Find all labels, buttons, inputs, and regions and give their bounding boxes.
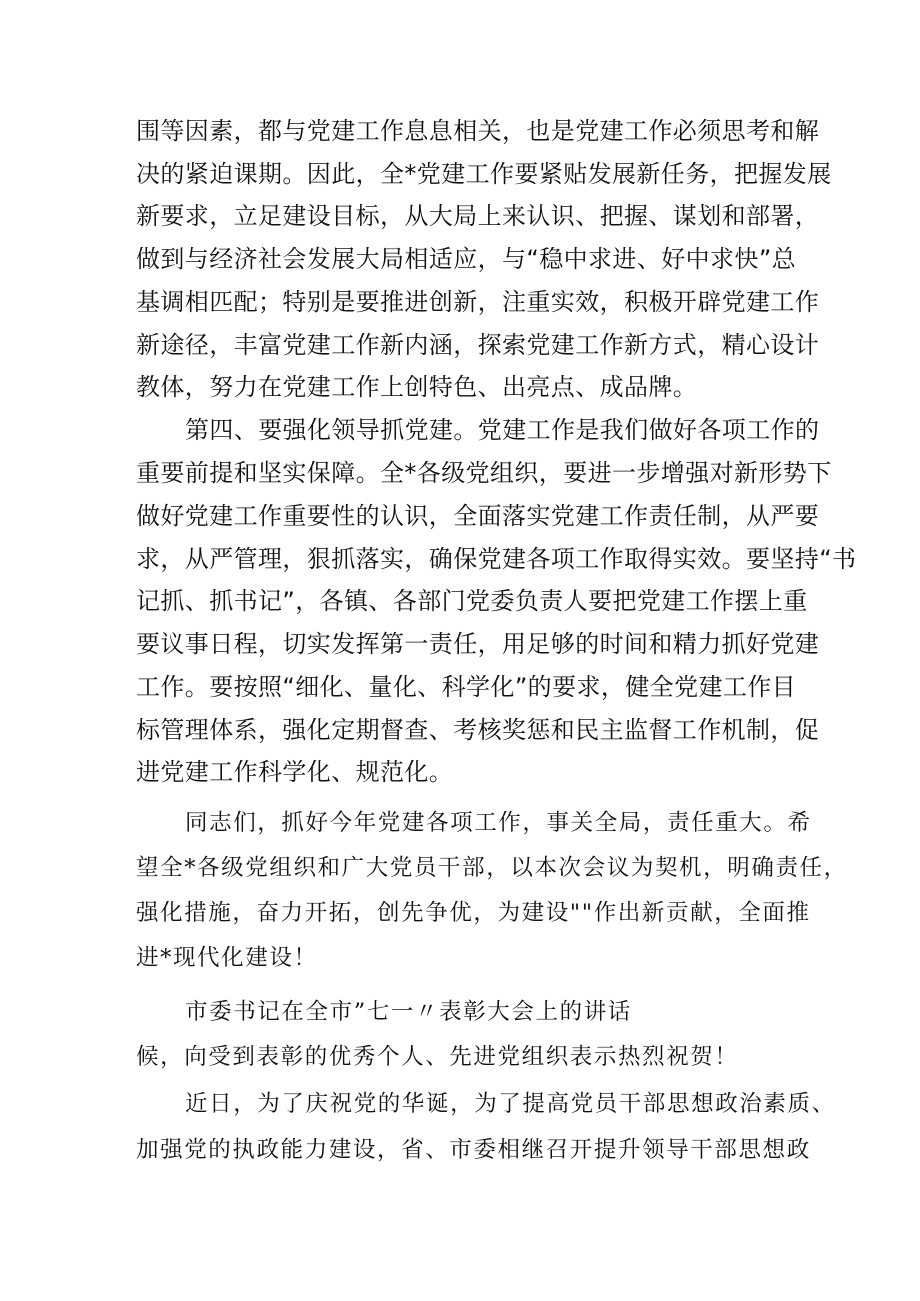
- text-line: 记抓、抓书记”，各镇、各部门党委负责人要把党建工作摆上重: [136, 587, 808, 615]
- text-line: 候，向受到表彰的优秀个人、先进党组织表示热烈祝贺！: [136, 1044, 739, 1070]
- text-line: 做好党建工作重要性的认识，全面落实党建工作责任制，从严要: [136, 502, 820, 530]
- text-line: 进*现代化建设！: [136, 945, 318, 971]
- text-line: 进党建工作科学化、规范化。: [136, 758, 454, 786]
- text-line: 决的紧迫课期。因此，全*党建工作要紧贴发展新任务，把握发展: [136, 160, 832, 188]
- text-line: 做到与经济社会发展大局相适应，与“稳中求进、好中求快”总: [136, 245, 797, 273]
- paragraph-start-line: 第四、要强化领导抓党建。党建工作是我们做好各项工作的: [185, 416, 820, 444]
- text-line: 望全*各级党组织和广大党员干部，以本次会议为契机，明确责任，: [136, 855, 848, 881]
- section-title-line: 市委书记在全市”七一〃表彰大会上的讲话: [185, 999, 632, 1025]
- text-line: 标管理体系，强化定期督查、考核奖惩和民主监督工作机制，促: [136, 716, 820, 744]
- text-line: 要议事日程，切实发挥第一责任，用足够的时间和精力抓好党建: [136, 630, 820, 658]
- text-line: 强化措施，奋力开拓，创先争优，为建设""作出新贡献，全面推: [136, 900, 811, 926]
- text-line: 新途径，丰富党建工作新内涵，探索党建工作新方式，精心设计: [136, 331, 820, 359]
- text-line: 教体，努力在党建工作上创特色、出亮点、成品牌。: [136, 373, 698, 401]
- text-line: 求，从严管理，狠抓落实，确保党建各项工作取得实效。要坚持“书: [136, 545, 857, 573]
- text-line: 新要求，立足建设目标，从大局上来认识、把握、谋划和部署，: [136, 202, 820, 230]
- text-line: 工作。要按照“细化、量化、科学化”的要求，健全党建工作目: [136, 673, 797, 701]
- text-line: 加强党的执政能力建设，省、市委相继召开提升领导干部思想政: [136, 1137, 811, 1163]
- text-line: 基调相匹配；特别是要推进创新，注重实效，积极开辟党建工作: [136, 288, 820, 316]
- paragraph-start-line: 近日，为了庆祝党的华诞，为了提高党员干部思想政治素质、: [185, 1091, 836, 1117]
- text-line: 重要前提和坚实保障。全*各级党组织，要进一步增强对新形势下: [136, 459, 832, 487]
- paragraph-start-line: 同志们，抓好今年党建各项工作，事关全局，责任重大。希: [185, 810, 812, 836]
- text-line: 围等因素，都与党建工作息息相关，也是党建工作必须思考和解: [136, 117, 820, 145]
